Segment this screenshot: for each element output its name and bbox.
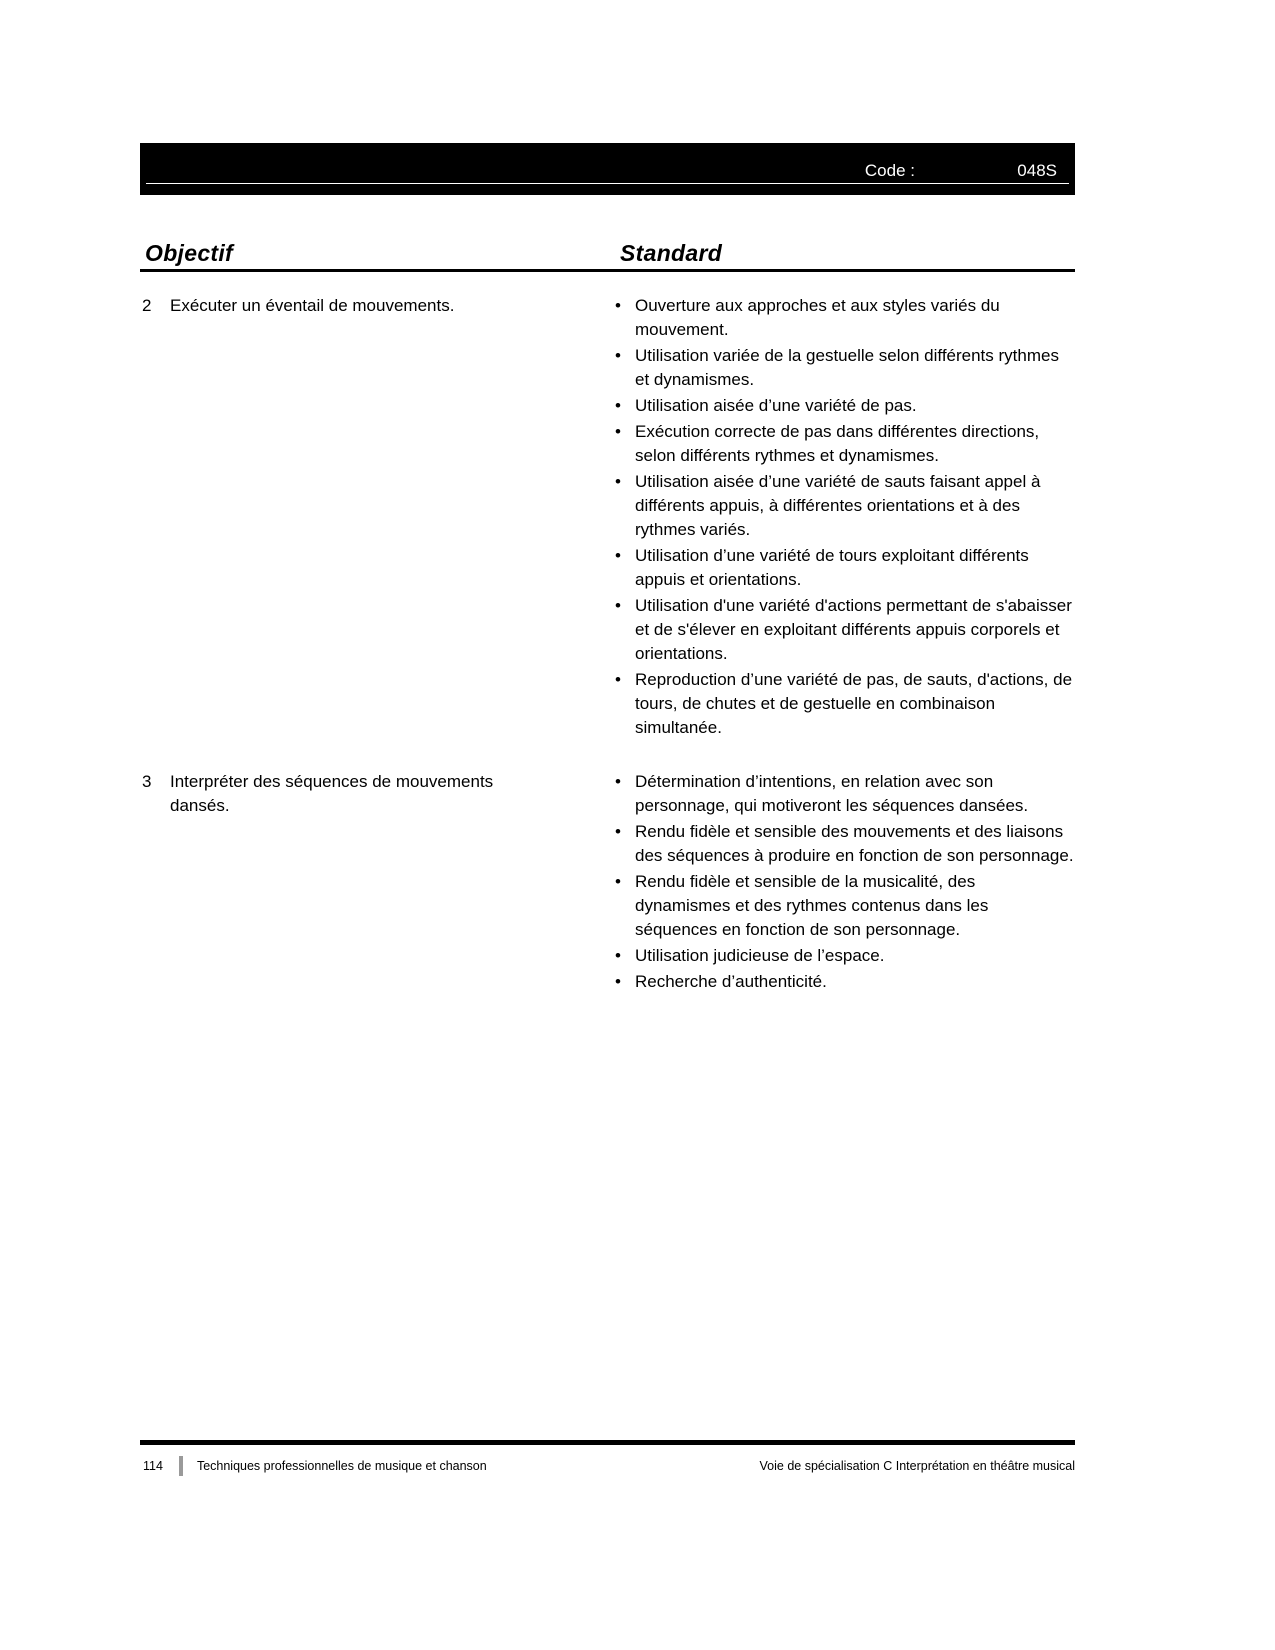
objectif-number: 2 bbox=[142, 296, 152, 315]
objectif-number: 3 bbox=[142, 772, 152, 791]
standard-item: • Recherche d’authenticité. bbox=[612, 970, 1075, 994]
objective-row bbox=[140, 770, 1075, 996]
standard-item: • Rendu fidèle et sensible de la musicalité, des dynamismes et des rythmes contenus dans les séquences en fonction de son personnage. bbox=[612, 870, 1075, 942]
footer-right-text: Voie de spécialisation C Interprétation en théâtre musical bbox=[759, 1459, 1075, 1473]
column-header-objectif: Objectif bbox=[145, 240, 234, 266]
standard-item: • Rendu fidèle et sensible des mouvements et des liaisons des séquences à produire en fonction de son personnage. bbox=[612, 820, 1075, 868]
header-rule bbox=[140, 269, 1075, 272]
footer-left-text: Techniques professionnelles de musique et chanson bbox=[196, 1459, 487, 1473]
standard-item: • Utilisation variée de la gestuelle selon différents rythmes et dynamismes. bbox=[612, 344, 1075, 392]
standard-item: • Ouverture aux approches et aux styles variés du mouvement. bbox=[612, 294, 1075, 342]
standard-list bbox=[612, 770, 1075, 996]
standard-item: • Utilisation aisée d’une variété de pas. bbox=[612, 394, 1075, 418]
standard-item: • Exécution correcte de pas dans différentes directions, selon différents rythmes et dynamismes. bbox=[612, 420, 1075, 468]
footer-rule bbox=[140, 1440, 1075, 1445]
code-header-bar bbox=[140, 143, 1075, 195]
standard-list bbox=[612, 294, 1075, 742]
footer bbox=[140, 1456, 1075, 1476]
objective-row bbox=[140, 294, 1075, 742]
code-label: Code : bbox=[864, 161, 915, 180]
standard-item: • Reproduction d’une variété de pas, de sauts, d'actions, de tours, de chutes et de gestuelle en combinaison simultanée. bbox=[612, 668, 1075, 740]
standard-item: • Utilisation aisée d’une variété de sauts faisant appel à différents appuis, à différentes orientations et à des rythmes variés. bbox=[612, 470, 1075, 542]
standard-item: • Utilisation judicieuse de l’espace. bbox=[612, 944, 1075, 968]
standard-item: • Détermination d’intentions, en relation avec son personnage, qui motiveront les séquences dansées. bbox=[612, 770, 1075, 818]
footer-divider bbox=[179, 1456, 183, 1476]
content-rows bbox=[140, 294, 1075, 1024]
code-value: 048S bbox=[1017, 161, 1057, 180]
objectif-cell bbox=[140, 770, 612, 818]
page-number: 114 bbox=[143, 1459, 163, 1473]
code-underline bbox=[146, 183, 1069, 184]
objectif-cell bbox=[140, 294, 612, 318]
standard-item: • Utilisation d'une variété d'actions permettant de s'abaisser et de s'élever en exploitant différents appuis corporels et orientations. bbox=[612, 594, 1075, 666]
objectif-text: Exécuter un éventail de mouvements. bbox=[170, 296, 455, 315]
objectif-text: Interpréter des séquences de mouvements dansés. bbox=[170, 772, 494, 815]
standard-item: • Utilisation d’une variété de tours exploitant différents appuis et orientations. bbox=[612, 544, 1075, 592]
column-header-standard: Standard bbox=[620, 240, 723, 266]
